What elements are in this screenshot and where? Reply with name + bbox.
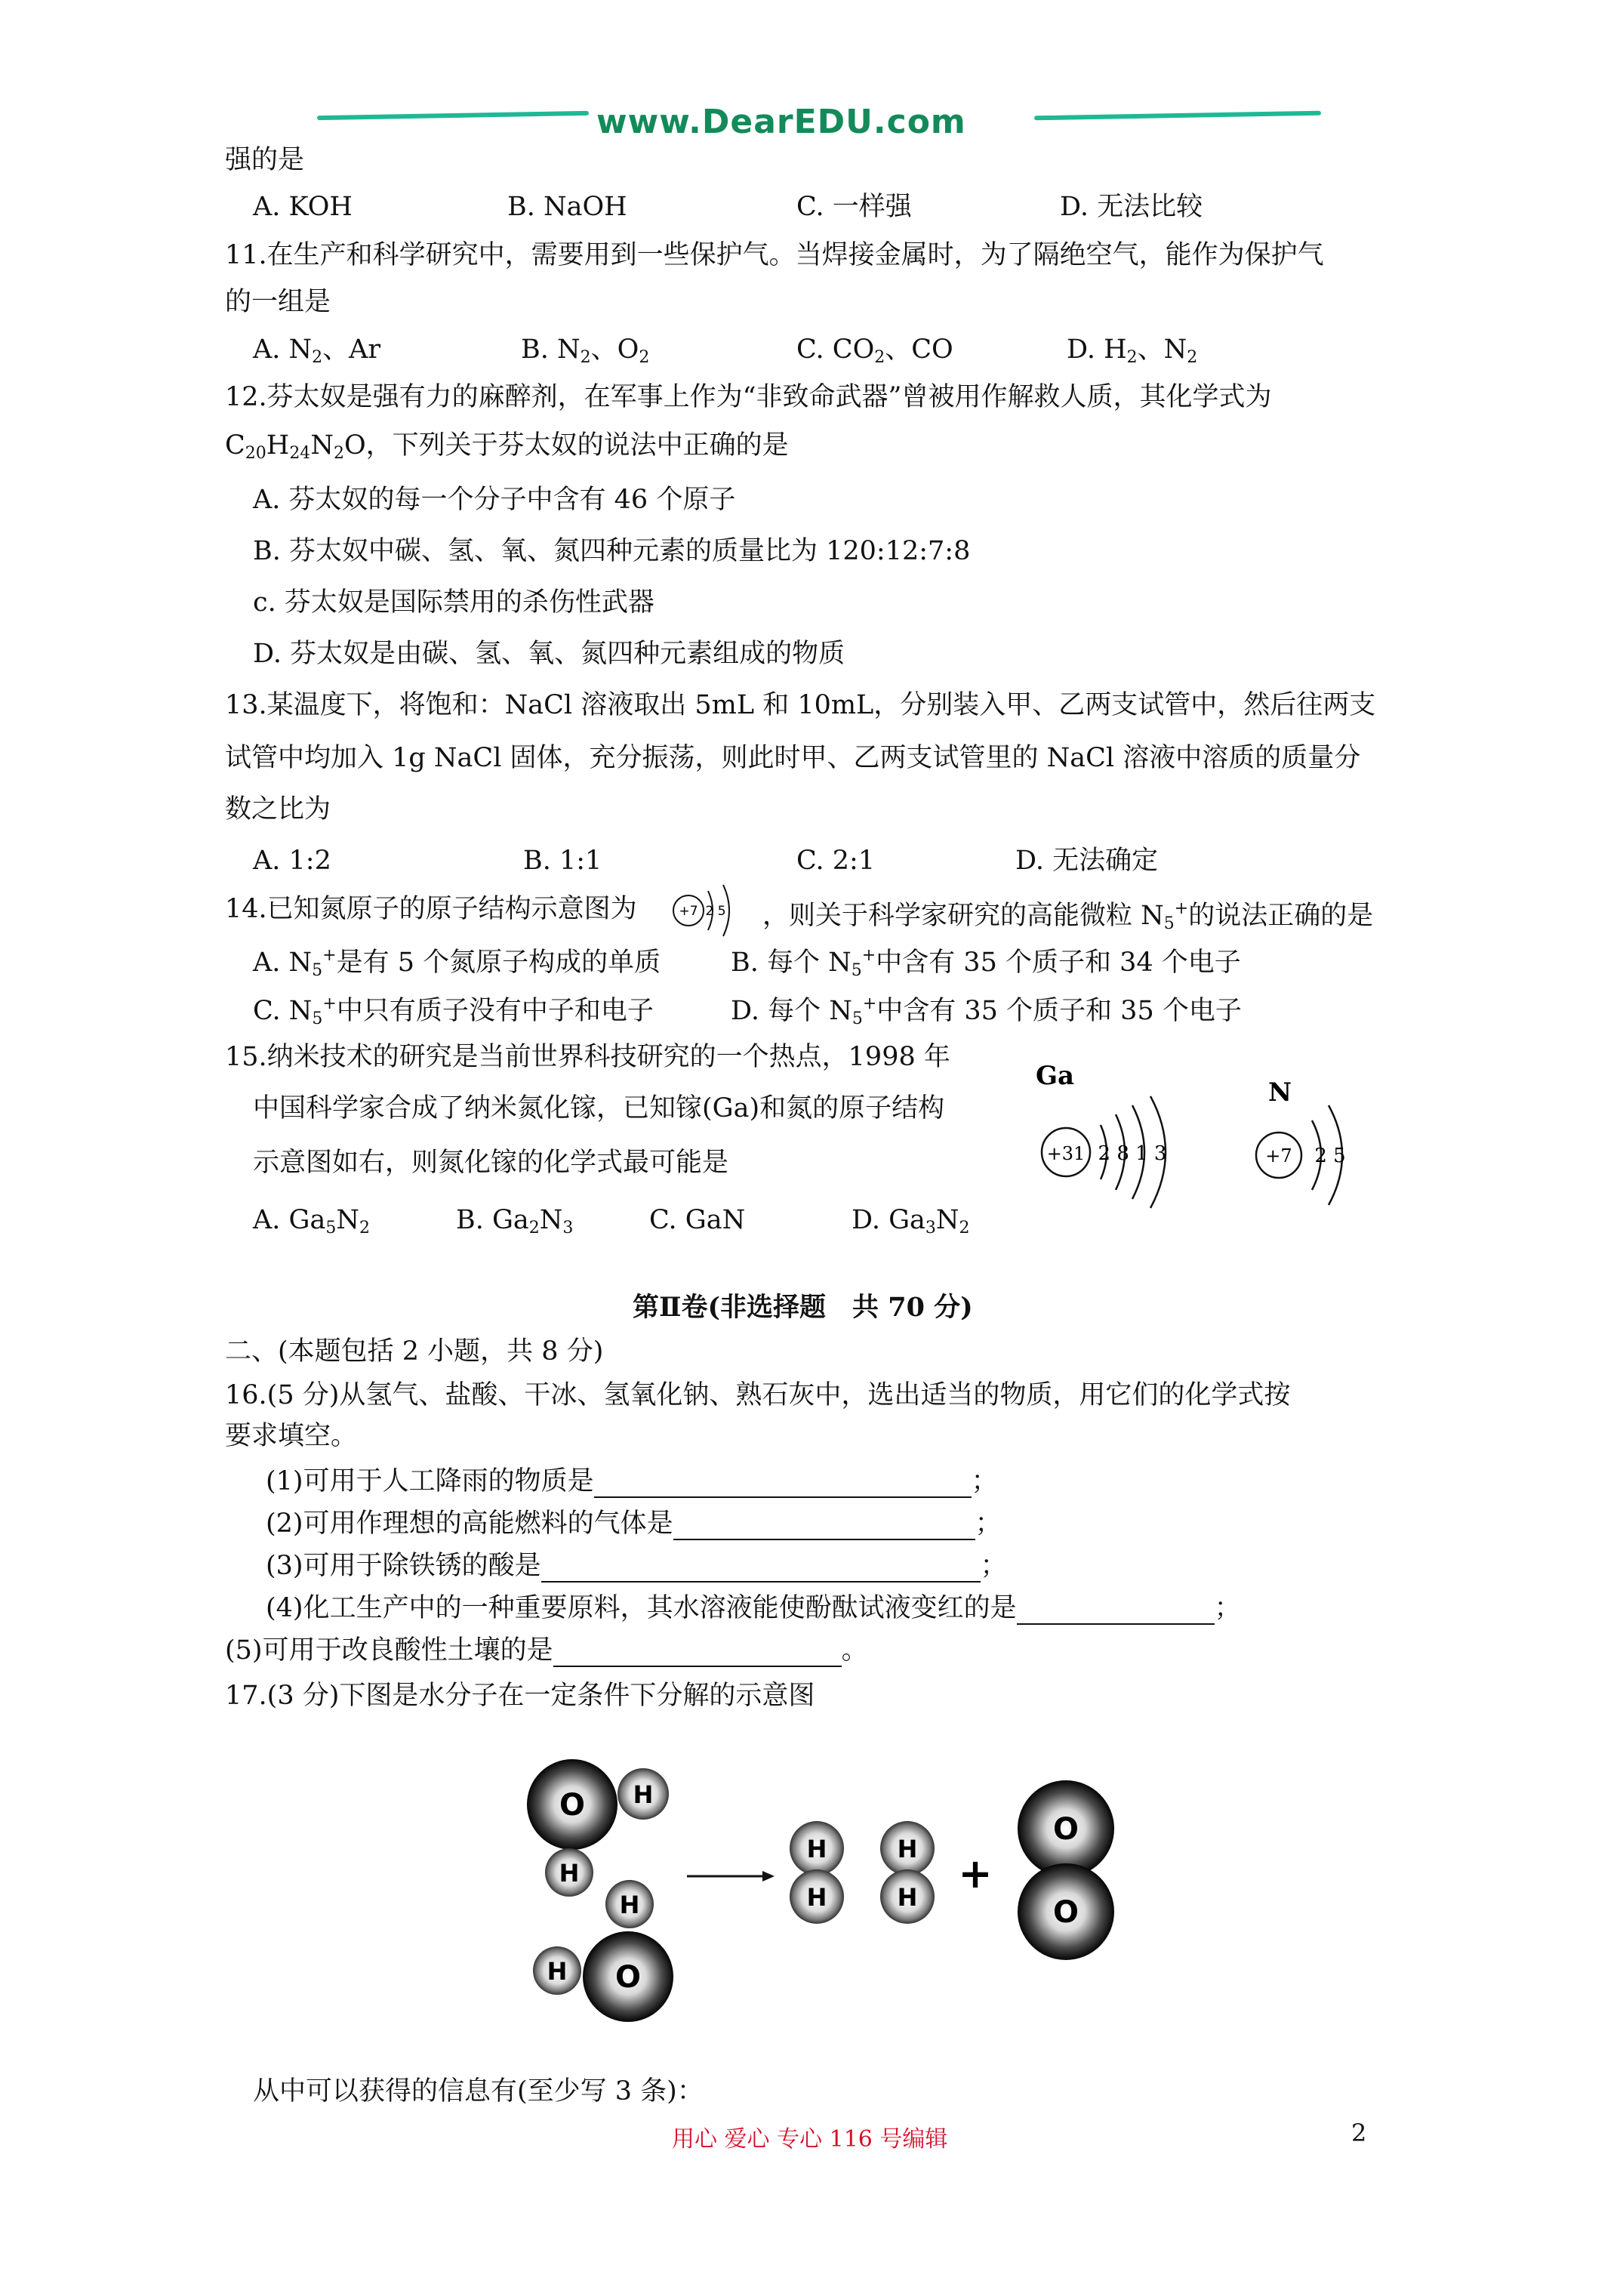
ga-shells: 2 8 1 3 <box>1098 1142 1167 1165</box>
ga-label: Ga <box>1036 1061 1075 1091</box>
q17-line1: 17.(3 分)下图是水分子在一定条件下分解的示意图 <box>225 1681 815 1711</box>
q16-item1: (1)可用于人工降雨的物质是 ； <box>266 1466 998 1496</box>
answer-blank-1[interactable] <box>594 1471 972 1498</box>
q10-opt-b: B. NaOH <box>507 192 627 222</box>
q13-line2: 试管中均加入 1g NaCl 固体，充分振荡，则此时甲、乙两支试管里的 NaCl 溶液中溶质的质量分 <box>225 743 1361 773</box>
q11-line1: 11.在生产和科学研究中，需要用到一些保护气。当焊接金属时，为了隔绝空气，能作为保护气 <box>225 240 1324 270</box>
q14-opt-b: B. 每个 $N_5^+$中含有 35 个质子和 34 个电子 <box>731 946 1241 980</box>
q14-opt-c: C. $N_5^+$中只有质子没有中子和电子 <box>253 994 654 1028</box>
q14-diagram-nucleus: +7 <box>679 904 698 919</box>
n-shells: 2 5 <box>1314 1145 1346 1167</box>
q12-line1: 12.芬太奴是强有力的麻醉剂，在军事上作为“非致命武器”曾被用作解救人质，其化学式为 <box>225 382 1272 412</box>
svg-text:H: H <box>897 1835 918 1863</box>
water-decomposition-diagram <box>513 1737 1132 2039</box>
gallium-atom-diagram <box>1027 1056 1253 1222</box>
q14-tail: ，则关于科学家研究的高能微粒 $N_5^+$的说法正确的是 <box>762 899 1374 933</box>
nitrogen-atom-diagram <box>1246 1072 1381 1223</box>
q11-opt-b: B. $N_2$、$O_2$ <box>521 334 650 367</box>
svg-text:H: H <box>559 1859 580 1888</box>
svg-text:O: O <box>559 1788 586 1823</box>
q15-line2: 中国科学家合成了纳米氮化镓，已知镓(Ga)和氮的原子结构 <box>253 1093 945 1123</box>
svg-text:O: O <box>614 1960 642 1995</box>
svg-text:H: H <box>806 1883 827 1912</box>
q14-opt-d: D. 每个 $N_5^+$中含有 35 个质子和 35 个电子 <box>731 994 1242 1028</box>
header-site: www.DearEDU.com <box>596 103 966 141</box>
part2-title: 第Ⅱ卷(非选择题 共 70 分) <box>633 1292 973 1323</box>
hydrogen-molecule-2 <box>880 1821 935 1924</box>
header-line-right <box>1034 111 1321 121</box>
q15-opt-c: C. GaN <box>649 1205 746 1235</box>
q14-head: 14.已知氮原子的原子结构示意图为 <box>225 894 637 924</box>
q12-line2: $C_{20}H_{24}N_2O$，下列关于芬太奴的说法中正确的是 <box>225 430 789 463</box>
q13-line3: 数之比为 <box>225 794 331 824</box>
part2-section: 二、(本题包括 2 小题，共 8 分) <box>225 1336 604 1367</box>
q13-opt-a: A. 1:2 <box>253 846 331 876</box>
plus-sign: + <box>958 1850 993 1897</box>
q13-opt-c: C. 2:1 <box>796 846 876 876</box>
q12-opt-b: B. 芬太奴中碳、氢、氧、氮四种元素的质量比为 120:12:7:8 <box>253 536 971 566</box>
q16-line1: 16.(5 分)从氢气、盐酸、干冰、氢氧化钠、熟石灰中，选出适当的物质，用它们的化学式按 <box>225 1380 1291 1410</box>
q15-opt-a: A. $Ga_5N_2$ <box>253 1205 370 1237</box>
q13-opt-b: B. 1:1 <box>523 846 602 876</box>
water-molecule-1 <box>527 1759 669 1850</box>
q11-line2: 的一组是 <box>225 287 331 317</box>
answer-blank-3[interactable] <box>541 1555 981 1583</box>
q14-diagram-shells: 2 5 <box>705 904 726 919</box>
q17-info: 从中可以获得的信息有(至少写 3 条)： <box>253 2076 704 2106</box>
q10-opt-d: D. 无法比较 <box>1060 192 1203 222</box>
svg-text:H: H <box>619 1891 640 1919</box>
q16-item2: (2)可用作理想的高能燃料的气体是 ； <box>266 1509 1002 1539</box>
svg-text:O: O <box>1052 1895 1079 1930</box>
header-line-left <box>317 111 589 120</box>
q10-cont: 强的是 <box>225 145 305 175</box>
answer-blank-4[interactable] <box>1017 1598 1215 1625</box>
n-label: N <box>1268 1077 1292 1108</box>
q11-opt-d: D. $H_2$、$N_2$ <box>1067 334 1198 367</box>
q16-line2: 要求填空。 <box>225 1421 358 1451</box>
q15-opt-d: D. $Ga_3N_2$ <box>852 1205 970 1237</box>
q10-opt-c: C. 一样强 <box>796 192 912 222</box>
water-molecule-3 <box>533 1931 673 2022</box>
ga-nucleus: +31 <box>1046 1143 1086 1164</box>
q15-line3: 示意图如右，则氮化镓的化学式最可能是 <box>253 1148 729 1178</box>
q12-opt-a: A. 芬太奴的每一个分子中含有 46 个原子 <box>253 485 736 515</box>
oxygen-molecule <box>1018 1780 1114 1960</box>
q16-item4: (4)化工生产中的一种重要原料，其水溶液能使酚酞试液变红的是 ； <box>266 1593 1241 1623</box>
nitrogen-atom-diagram-small <box>670 882 761 942</box>
n-nucleus: +7 <box>1265 1145 1292 1166</box>
q11-opt-c: C. $CO_2$、CO <box>796 334 953 367</box>
q13-line1: 13.某温度下，将饱和：NaCl 溶液取出 5mL 和 10mL，分别装入甲、乙两支试管中，然后往两支 <box>225 690 1376 720</box>
q12-opt-d: D. 芬太奴是由碳、氢、氧、氮四种元素组成的物质 <box>253 639 845 669</box>
svg-text:H: H <box>897 1883 918 1912</box>
answer-blank-2[interactable] <box>673 1513 975 1540</box>
q10-opt-a: A. KOH <box>253 192 353 222</box>
hydrogen-molecule-1 <box>790 1821 844 1924</box>
svg-text:H: H <box>806 1835 827 1863</box>
q16-item5: (5)可用于改良酸性土壤的是 。 <box>225 1635 868 1666</box>
svg-text:H: H <box>633 1780 654 1809</box>
q15-line1: 15.纳米技术的研究是当前世界科技研究的一个热点，1998 年 <box>225 1042 950 1072</box>
q16-item3: (3)可用于除铁锈的酸是 ； <box>266 1551 1007 1581</box>
q13-opt-d: D. 无法确定 <box>1015 846 1159 876</box>
footer-text: 用心 爱心 专心 116 号编辑 <box>672 2126 948 2153</box>
q11-opt-a: A. $N_2$、Ar <box>253 334 381 367</box>
page-number: 2 <box>1351 2119 1367 2147</box>
svg-text:H: H <box>547 1957 568 1986</box>
q12-opt-c: c. 芬太奴是国际禁用的杀伤性武器 <box>253 587 654 618</box>
answer-blank-5[interactable] <box>553 1640 842 1667</box>
q14-opt-a: A. $N_5^+$是有 5 个氮原子构成的单质 <box>253 946 661 980</box>
q15-opt-b: B. $Ga_2N_3$ <box>456 1205 574 1237</box>
svg-text:O: O <box>1052 1812 1079 1847</box>
